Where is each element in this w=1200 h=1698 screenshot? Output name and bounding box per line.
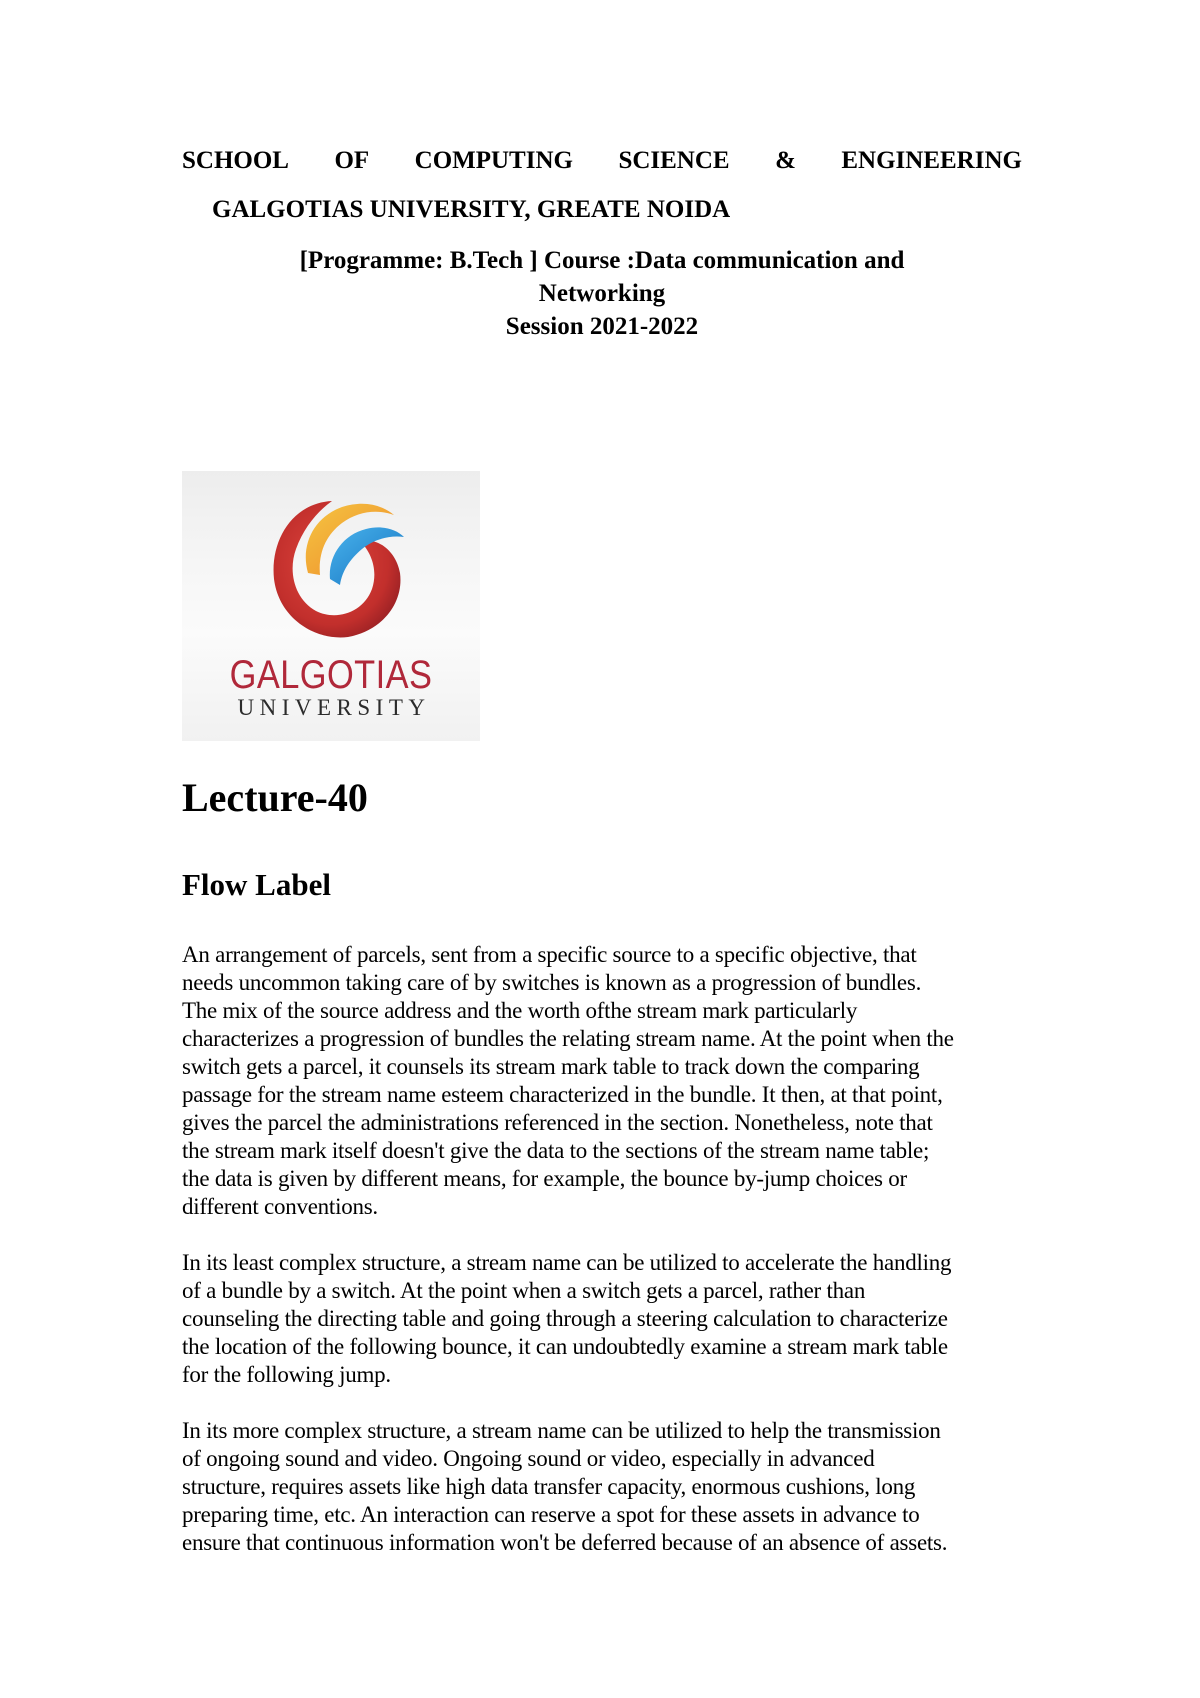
paragraph-line: ensure that continuous information won't be deferred because of an absence of assets. <box>182 1530 948 1555</box>
paragraph-line: different conventions. <box>182 1194 378 1219</box>
programme-heading <box>182 244 1022 343</box>
school-word: & <box>775 147 796 174</box>
university-logo <box>182 471 480 741</box>
logo-emblem-icon <box>182 471 480 661</box>
paragraph-line: counseling the directing table and going through a steering calculation to characterize <box>182 1306 948 1331</box>
paragraph-line: the data is given by different means, for example, the bounce by-jump choices or <box>182 1166 907 1191</box>
paragraph-line: passage for the stream name esteem characterized in the bundle. It then, at that point, <box>182 1082 943 1107</box>
paragraph-line: An arrangement of parcels, sent from a specific source to a specific objective, that <box>182 942 917 967</box>
paragraph-line: the location of the following bounce, it can undoubtedly examine a stream mark table <box>182 1334 948 1359</box>
paragraph-line: switch gets a parcel, it counsels its stream mark table to track down the comparing <box>182 1054 920 1079</box>
lecture-title: Lecture-40 <box>182 775 368 820</box>
paragraph-line: of a bundle by a switch. At the point when a switch gets a parcel, rather than <box>182 1278 866 1303</box>
paragraph-line: The mix of the source address and the worth ofthe stream mark particularly <box>182 998 858 1023</box>
school-word: OF <box>334 147 370 174</box>
paragraph-line: of ongoing sound and video. Ongoing sound or video, especially in advanced <box>182 1446 875 1471</box>
session-line: Session 2021-2022 <box>505 313 699 340</box>
school-heading <box>182 146 1022 176</box>
school-word: ENGINEERING <box>841 147 1022 174</box>
programme-line: [Programme: B.Tech ] Course :Data communication and <box>299 247 905 274</box>
section-title: Flow Label <box>182 867 331 902</box>
paragraph <box>182 1417 1022 1557</box>
logo-wordmark: GALGOTIAS <box>229 653 433 697</box>
paragraph-line: needs uncommon taking care of by switches is known as a progression of bundles. <box>182 970 922 995</box>
paragraph-line: preparing time, etc. An interaction can reserve a spot for these assets in advance to <box>182 1502 920 1527</box>
paragraph-line: gives the parcel the administrations referenced in the section. Nonetheless, note that <box>182 1110 933 1135</box>
school-word: COMPUTING <box>414 147 573 174</box>
programme-line: Networking <box>538 280 666 307</box>
paragraph-line: structure, requires assets like high data transfer capacity, enormous cushions, long <box>182 1474 916 1499</box>
university-heading: GALGOTIAS UNIVERSITY, GREATE NOIDA <box>212 196 731 223</box>
school-word: SCHOOL <box>182 147 289 174</box>
paragraph-line: the stream mark itself doesn't give the data to the sections of the stream name table; <box>182 1138 930 1163</box>
paragraph-line: characterizes a progression of bundles the relating stream name. At the point when the <box>182 1026 954 1051</box>
paragraph <box>182 1249 1022 1389</box>
paragraph-line: In its least complex structure, a stream name can be utilized to accelerate the handling <box>182 1250 952 1275</box>
paragraph-line: for the following jump. <box>182 1362 391 1387</box>
school-word: SCIENCE <box>618 147 730 174</box>
logo-subtitle: UNIVERSITY <box>237 695 431 720</box>
paragraph-line: In its more complex structure, a stream name can be utilized to help the transmission <box>182 1418 941 1443</box>
paragraph <box>182 941 1022 1221</box>
